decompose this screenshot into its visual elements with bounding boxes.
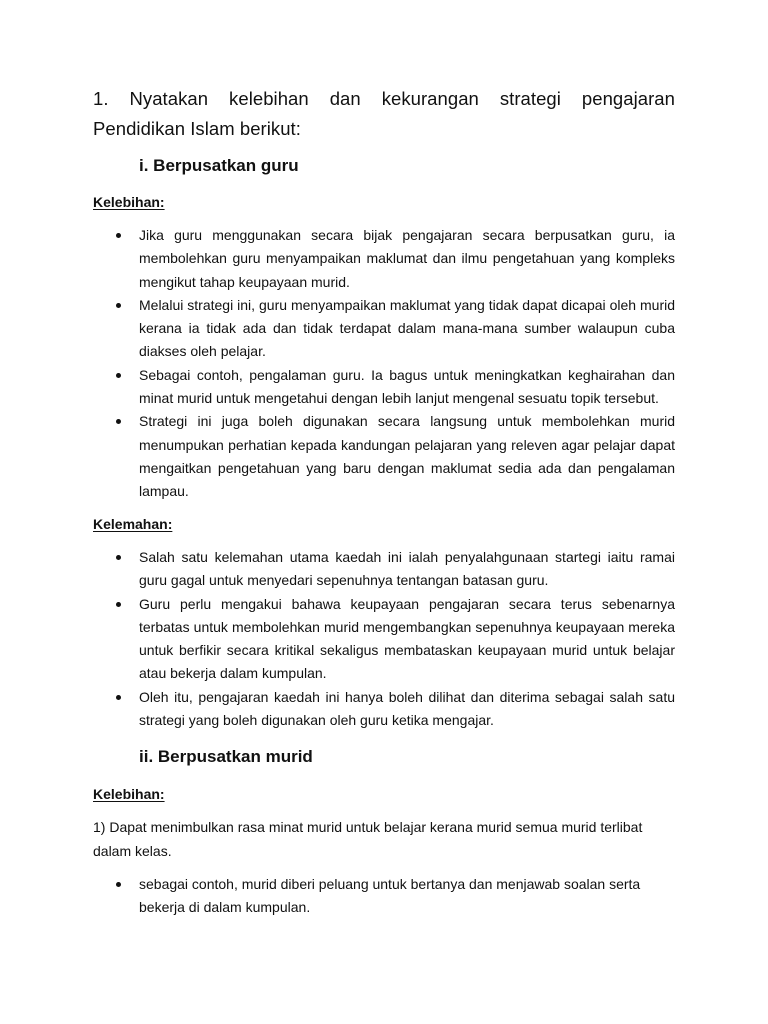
list-item (93, 294, 675, 364)
list-item-text: Melalui strategi ini, guru menyampaikan maklumat yang tidak dapat dicapai oleh murid kerana ia tidak ada dan tidak terdapat dalam mana-mana sumber walaupun cuba diakses oleh pelajar. (139, 296, 675, 360)
list-item (93, 873, 675, 920)
list-item-text: Guru perlu mengakui bahawa keupayaan pengajaran secara terus sebenarnya terbatas untuk membolehkan murid mengembangkan sepenuhnya keupayaan mereka untuk berfikir secara kritikal sekaligus membataskan keupayaan murid untuk belajar atau bekerja dalam kumpulan. (139, 595, 675, 682)
list-item-text: Salah satu kelemahan utama kaedah ini ialah penyalahgunaan startegi iaitu ramai guru gagal untuk menyedari sepenuhnya tentangan batasan guru. (139, 549, 675, 589)
section-title-berpusatkan-murid: ii. Berpusatkan murid (139, 747, 313, 766)
list-item (93, 593, 675, 686)
list-item-text: Sebagai contoh, pengalaman guru. Ia bagus untuk meningkatkan keghairahan dan minat murid untuk mengetahui dengan lebih lanjut mengenal sesuatu topik tersebut. (139, 366, 675, 407)
label-kelebihan-guru: Kelebihan: (93, 194, 165, 210)
list-item-text: sebagai contoh, murid diberi peluang untuk bertanya dan menjawab soalan serta bekerja di dalam kumpulan. (139, 876, 641, 916)
bullet-icon (116, 419, 121, 424)
list-item (93, 410, 675, 503)
label-kelebihan-murid: Kelebihan: (93, 786, 165, 802)
list-kelebihan-guru (93, 224, 675, 504)
paragraph-point-1: 1) Dapat menimbulkan rasa minat murid untuk belajar kerana murid semua murid terlibat dalam kelas. (93, 819, 643, 859)
bullet-icon (116, 882, 121, 887)
list-item-text: Jika guru menggunakan secara bijak pengajaran secara berpusatkan guru, ia membolehkan guru menyampaikan maklumat dan ilmu pengetahuan yang kompleks mengikut tahap keupayaan murid. (139, 227, 675, 290)
bullet-icon (116, 602, 121, 607)
list-item-text: Strategi ini juga boleh digunakan secara langsung untuk membolehkan murid menumpukan perhatian kepada kandungan pelajaran yang releven agar pelajar dapat mengaitkan pengetahuan yang baru dengan maklumat sedia ada dan pengalaman lampau. (139, 413, 675, 500)
bullet-icon (116, 695, 121, 700)
list-kelemahan-guru (93, 546, 675, 732)
list-kelebihan-murid (93, 873, 675, 920)
bullet-icon (116, 303, 121, 308)
list-item (93, 224, 675, 294)
list-item-text: Oleh itu, pengajaran kaedah ini hanya boleh dilihat dan diterima sebagai salah satu strategi yang boleh digunakan oleh guru ketika mengajar. (139, 688, 675, 729)
list-item (93, 686, 675, 733)
bullet-icon (116, 555, 121, 560)
bullet-icon (116, 233, 121, 238)
question-text: 1. Nyatakan kelebihan dan kekurangan strategi pengajaran Pendidikan Islam berikut: (93, 88, 675, 139)
list-item (93, 546, 675, 593)
list-item (93, 364, 675, 411)
bullet-icon (116, 373, 121, 378)
label-kelemahan-guru: Kelemahan: (93, 516, 173, 532)
section-title-berpusatkan-guru: i. Berpusatkan guru (139, 156, 299, 175)
